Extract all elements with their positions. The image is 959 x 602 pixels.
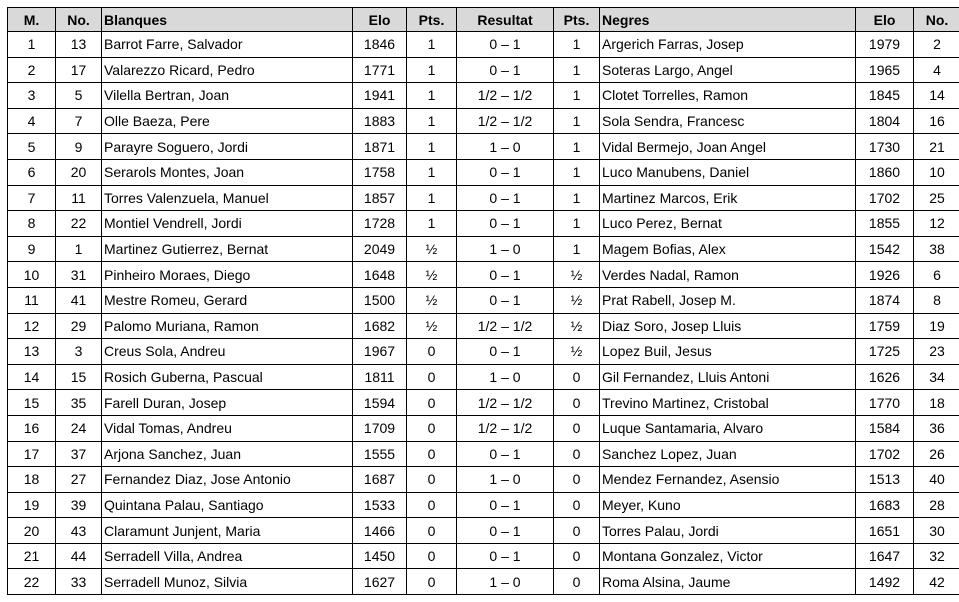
pts-black-cell: ½ <box>554 287 600 313</box>
elo-white-cell: 1771 <box>353 57 407 83</box>
round-cell: 19 <box>8 492 56 518</box>
no-black-cell: 30 <box>914 518 959 544</box>
pts-white-cell: 0 <box>407 518 457 544</box>
round-cell: 21 <box>8 543 56 569</box>
table-row <box>8 543 959 569</box>
no-black-cell: 6 <box>914 262 959 288</box>
pts-white-cell: ½ <box>407 313 457 339</box>
pts-white-cell: 1 <box>407 83 457 109</box>
elo-black-cell: 1542 <box>856 236 914 262</box>
pts-white-cell: ½ <box>407 236 457 262</box>
pts-white-cell: 0 <box>407 543 457 569</box>
elo-black-cell: 1651 <box>856 518 914 544</box>
white-player-cell: Arjona Sanchez, Juan <box>102 441 353 467</box>
round-cell: 10 <box>8 262 56 288</box>
no-black-cell: 18 <box>914 390 959 416</box>
table-row <box>8 390 959 416</box>
black-player-cell: Sanchez Lopez, Juan <box>600 441 856 467</box>
header-elo-white: Elo <box>353 8 407 32</box>
black-player-cell: Vidal Bermejo, Joan Angel <box>600 134 856 160</box>
pts-white-cell: 0 <box>407 364 457 390</box>
no-white-cell: 35 <box>56 390 102 416</box>
result-cell: 1 – 0 <box>457 134 554 160</box>
elo-white-cell: 2049 <box>353 236 407 262</box>
elo-black-cell: 1759 <box>856 313 914 339</box>
table-row <box>8 211 959 237</box>
elo-black-cell: 1513 <box>856 467 914 493</box>
elo-white-cell: 1967 <box>353 339 407 365</box>
result-cell: 0 – 1 <box>457 32 554 58</box>
round-cell: 8 <box>8 211 56 237</box>
pts-white-cell: 1 <box>407 185 457 211</box>
result-cell: 0 – 1 <box>457 441 554 467</box>
white-player-cell: Olle Baeza, Pere <box>102 108 353 134</box>
pts-black-cell: ½ <box>554 339 600 365</box>
black-player-cell: Torres Palau, Jordi <box>600 518 856 544</box>
elo-black-cell: 1965 <box>856 57 914 83</box>
elo-white-cell: 1500 <box>353 287 407 313</box>
elo-black-cell: 1626 <box>856 364 914 390</box>
header-white: Blanques <box>102 8 353 32</box>
round-cell: 5 <box>8 134 56 160</box>
round-cell: 17 <box>8 441 56 467</box>
round-cell: 13 <box>8 339 56 365</box>
result-cell: 0 – 1 <box>457 185 554 211</box>
elo-black-cell: 1683 <box>856 492 914 518</box>
no-white-cell: 43 <box>56 518 102 544</box>
elo-black-cell: 1702 <box>856 441 914 467</box>
elo-black-cell: 1874 <box>856 287 914 313</box>
result-cell: 1 – 0 <box>457 467 554 493</box>
table-row <box>8 83 959 109</box>
result-cell: 0 – 1 <box>457 159 554 185</box>
white-player-cell: Vilella Bertran, Joan <box>102 83 353 109</box>
elo-white-cell: 1709 <box>353 415 407 441</box>
black-player-cell: Sola Sendra, Francesc <box>600 108 856 134</box>
result-cell: 1 – 0 <box>457 569 554 595</box>
white-player-cell: Palomo Muriana, Ramon <box>102 313 353 339</box>
elo-white-cell: 1466 <box>353 518 407 544</box>
no-white-cell: 22 <box>56 211 102 237</box>
no-black-cell: 14 <box>914 83 959 109</box>
no-black-cell: 12 <box>914 211 959 237</box>
table-row <box>8 57 959 83</box>
pts-black-cell: 1 <box>554 211 600 237</box>
no-black-cell: 32 <box>914 543 959 569</box>
elo-white-cell: 1648 <box>353 262 407 288</box>
elo-white-cell: 1682 <box>353 313 407 339</box>
no-white-cell: 13 <box>56 32 102 58</box>
result-cell: 1/2 – 1/2 <box>457 108 554 134</box>
round-cell: 3 <box>8 83 56 109</box>
pts-black-cell: 0 <box>554 390 600 416</box>
white-player-cell: Rosich Guberna, Pascual <box>102 364 353 390</box>
table-row <box>8 159 959 185</box>
elo-black-cell: 1702 <box>856 185 914 211</box>
elo-white-cell: 1846 <box>353 32 407 58</box>
white-player-cell: Claramunt Junjent, Maria <box>102 518 353 544</box>
result-cell: 1/2 – 1/2 <box>457 415 554 441</box>
pts-white-cell: 0 <box>407 492 457 518</box>
white-player-cell: Valarezzo Ricard, Pedro <box>102 57 353 83</box>
no-black-cell: 36 <box>914 415 959 441</box>
round-cell: 9 <box>8 236 56 262</box>
black-player-cell: Diaz Soro, Josep Lluis <box>600 313 856 339</box>
no-black-cell: 42 <box>914 569 959 595</box>
pts-black-cell: ½ <box>554 313 600 339</box>
pts-white-cell: 0 <box>407 390 457 416</box>
elo-black-cell: 1725 <box>856 339 914 365</box>
black-player-cell: Mendez Fernandez, Asensio <box>600 467 856 493</box>
elo-white-cell: 1594 <box>353 390 407 416</box>
white-player-cell: Serarols Montes, Joan <box>102 159 353 185</box>
round-cell: 4 <box>8 108 56 134</box>
result-cell: 0 – 1 <box>457 543 554 569</box>
elo-black-cell: 1855 <box>856 211 914 237</box>
elo-black-cell: 1979 <box>856 32 914 58</box>
result-cell: 0 – 1 <box>457 518 554 544</box>
header-black: Negres <box>600 8 856 32</box>
no-black-cell: 2 <box>914 32 959 58</box>
white-player-cell: Mestre Romeu, Gerard <box>102 287 353 313</box>
table-row <box>8 108 959 134</box>
no-black-cell: 19 <box>914 313 959 339</box>
elo-black-cell: 1730 <box>856 134 914 160</box>
pts-black-cell: 0 <box>554 492 600 518</box>
no-white-cell: 31 <box>56 262 102 288</box>
pts-black-cell: 0 <box>554 415 600 441</box>
black-player-cell: Luco Manubens, Daniel <box>600 159 856 185</box>
table-row <box>8 467 959 493</box>
elo-black-cell: 1647 <box>856 543 914 569</box>
result-cell: 0 – 1 <box>457 492 554 518</box>
result-cell: 0 – 1 <box>457 287 554 313</box>
no-white-cell: 39 <box>56 492 102 518</box>
black-player-cell: Roma Alsina, Jaume <box>600 569 856 595</box>
round-cell: 12 <box>8 313 56 339</box>
no-white-cell: 5 <box>56 83 102 109</box>
result-cell: 0 – 1 <box>457 57 554 83</box>
no-black-cell: 26 <box>914 441 959 467</box>
no-white-cell: 37 <box>56 441 102 467</box>
no-white-cell: 7 <box>56 108 102 134</box>
no-white-cell: 1 <box>56 236 102 262</box>
black-player-cell: Verdes Nadal, Ramon <box>600 262 856 288</box>
pts-black-cell: 0 <box>554 518 600 544</box>
pts-white-cell: 0 <box>407 467 457 493</box>
result-cell: 0 – 1 <box>457 262 554 288</box>
pts-white-cell: 1 <box>407 32 457 58</box>
white-player-cell: Torres Valenzuela, Manuel <box>102 185 353 211</box>
table-header <box>8 8 959 32</box>
pts-black-cell: 1 <box>554 185 600 211</box>
round-cell: 15 <box>8 390 56 416</box>
round-cell: 6 <box>8 159 56 185</box>
no-white-cell: 3 <box>56 339 102 365</box>
no-black-cell: 28 <box>914 492 959 518</box>
pts-white-cell: 1 <box>407 57 457 83</box>
pts-black-cell: ½ <box>554 262 600 288</box>
table-row <box>8 287 959 313</box>
pts-black-cell: 0 <box>554 364 600 390</box>
white-player-cell: Pinheiro Moraes, Diego <box>102 262 353 288</box>
elo-white-cell: 1687 <box>353 467 407 493</box>
black-player-cell: Clotet Torrelles, Ramon <box>600 83 856 109</box>
header-row <box>8 8 959 32</box>
pts-black-cell: 1 <box>554 134 600 160</box>
pts-white-cell: 0 <box>407 415 457 441</box>
elo-black-cell: 1804 <box>856 108 914 134</box>
black-player-cell: Gil Fernandez, Lluis Antoni <box>600 364 856 390</box>
pts-white-cell: 0 <box>407 339 457 365</box>
round-cell: 2 <box>8 57 56 83</box>
round-cell: 18 <box>8 467 56 493</box>
no-black-cell: 16 <box>914 108 959 134</box>
table-row <box>8 364 959 390</box>
pts-black-cell: 1 <box>554 57 600 83</box>
result-cell: 1 – 0 <box>457 364 554 390</box>
elo-black-cell: 1770 <box>856 390 914 416</box>
header-no-black: No. <box>914 8 959 32</box>
table-row <box>8 262 959 288</box>
header-elo-black: Elo <box>856 8 914 32</box>
no-black-cell: 10 <box>914 159 959 185</box>
no-black-cell: 40 <box>914 467 959 493</box>
black-player-cell: Prat Rabell, Josep M. <box>600 287 856 313</box>
no-white-cell: 29 <box>56 313 102 339</box>
table-row <box>8 236 959 262</box>
pairings-table <box>7 7 959 595</box>
result-cell: 1 – 0 <box>457 236 554 262</box>
pts-black-cell: 0 <box>554 543 600 569</box>
pts-black-cell: 1 <box>554 236 600 262</box>
no-black-cell: 34 <box>914 364 959 390</box>
round-cell: 20 <box>8 518 56 544</box>
white-player-cell: Fernandez Diaz, Jose Antonio <box>102 467 353 493</box>
elo-white-cell: 1450 <box>353 543 407 569</box>
header-pts-black: Pts. <box>554 8 600 32</box>
black-player-cell: Magem Bofias, Alex <box>600 236 856 262</box>
no-black-cell: 25 <box>914 185 959 211</box>
elo-white-cell: 1883 <box>353 108 407 134</box>
white-player-cell: Serradell Munoz, Silvia <box>102 569 353 595</box>
pts-black-cell: 0 <box>554 467 600 493</box>
no-white-cell: 33 <box>56 569 102 595</box>
elo-white-cell: 1758 <box>353 159 407 185</box>
pts-black-cell: 1 <box>554 108 600 134</box>
header-result: Resultat <box>457 8 554 32</box>
result-cell: 0 – 1 <box>457 211 554 237</box>
elo-white-cell: 1811 <box>353 364 407 390</box>
elo-white-cell: 1871 <box>353 134 407 160</box>
pts-black-cell: 1 <box>554 159 600 185</box>
table-row <box>8 492 959 518</box>
table-row <box>8 185 959 211</box>
no-white-cell: 9 <box>56 134 102 160</box>
elo-black-cell: 1860 <box>856 159 914 185</box>
no-white-cell: 20 <box>56 159 102 185</box>
pts-black-cell: 1 <box>554 83 600 109</box>
elo-white-cell: 1728 <box>353 211 407 237</box>
pts-white-cell: 1 <box>407 211 457 237</box>
white-player-cell: Serradell Villa, Andrea <box>102 543 353 569</box>
round-cell: 16 <box>8 415 56 441</box>
table-row <box>8 518 959 544</box>
no-black-cell: 8 <box>914 287 959 313</box>
black-player-cell: Luque Santamaria, Alvaro <box>600 415 856 441</box>
pts-white-cell: 0 <box>407 441 457 467</box>
pts-black-cell: 0 <box>554 569 600 595</box>
pts-white-cell: ½ <box>407 287 457 313</box>
elo-white-cell: 1627 <box>353 569 407 595</box>
elo-white-cell: 1941 <box>353 83 407 109</box>
round-cell: 22 <box>8 569 56 595</box>
elo-white-cell: 1857 <box>353 185 407 211</box>
pts-white-cell: 1 <box>407 108 457 134</box>
pts-white-cell: 1 <box>407 159 457 185</box>
pts-white-cell: 0 <box>407 569 457 595</box>
white-player-cell: Barrot Farre, Salvador <box>102 32 353 58</box>
black-player-cell: Luco Perez, Bernat <box>600 211 856 237</box>
result-cell: 1/2 – 1/2 <box>457 83 554 109</box>
white-player-cell: Martinez Gutierrez, Bernat <box>102 236 353 262</box>
no-white-cell: 11 <box>56 185 102 211</box>
pts-white-cell: ½ <box>407 262 457 288</box>
no-black-cell: 38 <box>914 236 959 262</box>
black-player-cell: Martinez Marcos, Erik <box>600 185 856 211</box>
no-white-cell: 17 <box>56 57 102 83</box>
black-player-cell: Lopez Buil, Jesus <box>600 339 856 365</box>
table-row <box>8 339 959 365</box>
no-white-cell: 27 <box>56 467 102 493</box>
pts-black-cell: 1 <box>554 32 600 58</box>
elo-black-cell: 1492 <box>856 569 914 595</box>
elo-white-cell: 1533 <box>353 492 407 518</box>
black-player-cell: Soteras Largo, Angel <box>600 57 856 83</box>
round-cell: 7 <box>8 185 56 211</box>
white-player-cell: Parayre Soguero, Jordi <box>102 134 353 160</box>
round-cell: 1 <box>8 32 56 58</box>
white-player-cell: Creus Sola, Andreu <box>102 339 353 365</box>
white-player-cell: Montiel Vendrell, Jordi <box>102 211 353 237</box>
elo-black-cell: 1926 <box>856 262 914 288</box>
result-cell: 1/2 – 1/2 <box>457 313 554 339</box>
header-round: M. <box>8 8 56 32</box>
no-black-cell: 4 <box>914 57 959 83</box>
table-row <box>8 415 959 441</box>
table-row <box>8 569 959 595</box>
black-player-cell: Trevino Martinez, Cristobal <box>600 390 856 416</box>
black-player-cell: Argerich Farras, Josep <box>600 32 856 58</box>
black-player-cell: Montana Gonzalez, Victor <box>600 543 856 569</box>
no-white-cell: 24 <box>56 415 102 441</box>
white-player-cell: Farell Duran, Josep <box>102 390 353 416</box>
result-cell: 1/2 – 1/2 <box>457 390 554 416</box>
header-no-white: No. <box>56 8 102 32</box>
no-black-cell: 21 <box>914 134 959 160</box>
table-row <box>8 134 959 160</box>
no-white-cell: 41 <box>56 287 102 313</box>
no-black-cell: 23 <box>914 339 959 365</box>
white-player-cell: Vidal Tomas, Andreu <box>102 415 353 441</box>
header-pts-white: Pts. <box>407 8 457 32</box>
round-cell: 11 <box>8 287 56 313</box>
result-cell: 0 – 1 <box>457 339 554 365</box>
elo-black-cell: 1584 <box>856 415 914 441</box>
table-body <box>8 32 959 595</box>
elo-black-cell: 1845 <box>856 83 914 109</box>
no-white-cell: 15 <box>56 364 102 390</box>
table-row <box>8 313 959 339</box>
black-player-cell: Meyer, Kuno <box>600 492 856 518</box>
round-cell: 14 <box>8 364 56 390</box>
table-row <box>8 32 959 58</box>
pts-black-cell: 0 <box>554 441 600 467</box>
no-white-cell: 44 <box>56 543 102 569</box>
table-row <box>8 441 959 467</box>
elo-white-cell: 1555 <box>353 441 407 467</box>
white-player-cell: Quintana Palau, Santiago <box>102 492 353 518</box>
pts-white-cell: 1 <box>407 134 457 160</box>
